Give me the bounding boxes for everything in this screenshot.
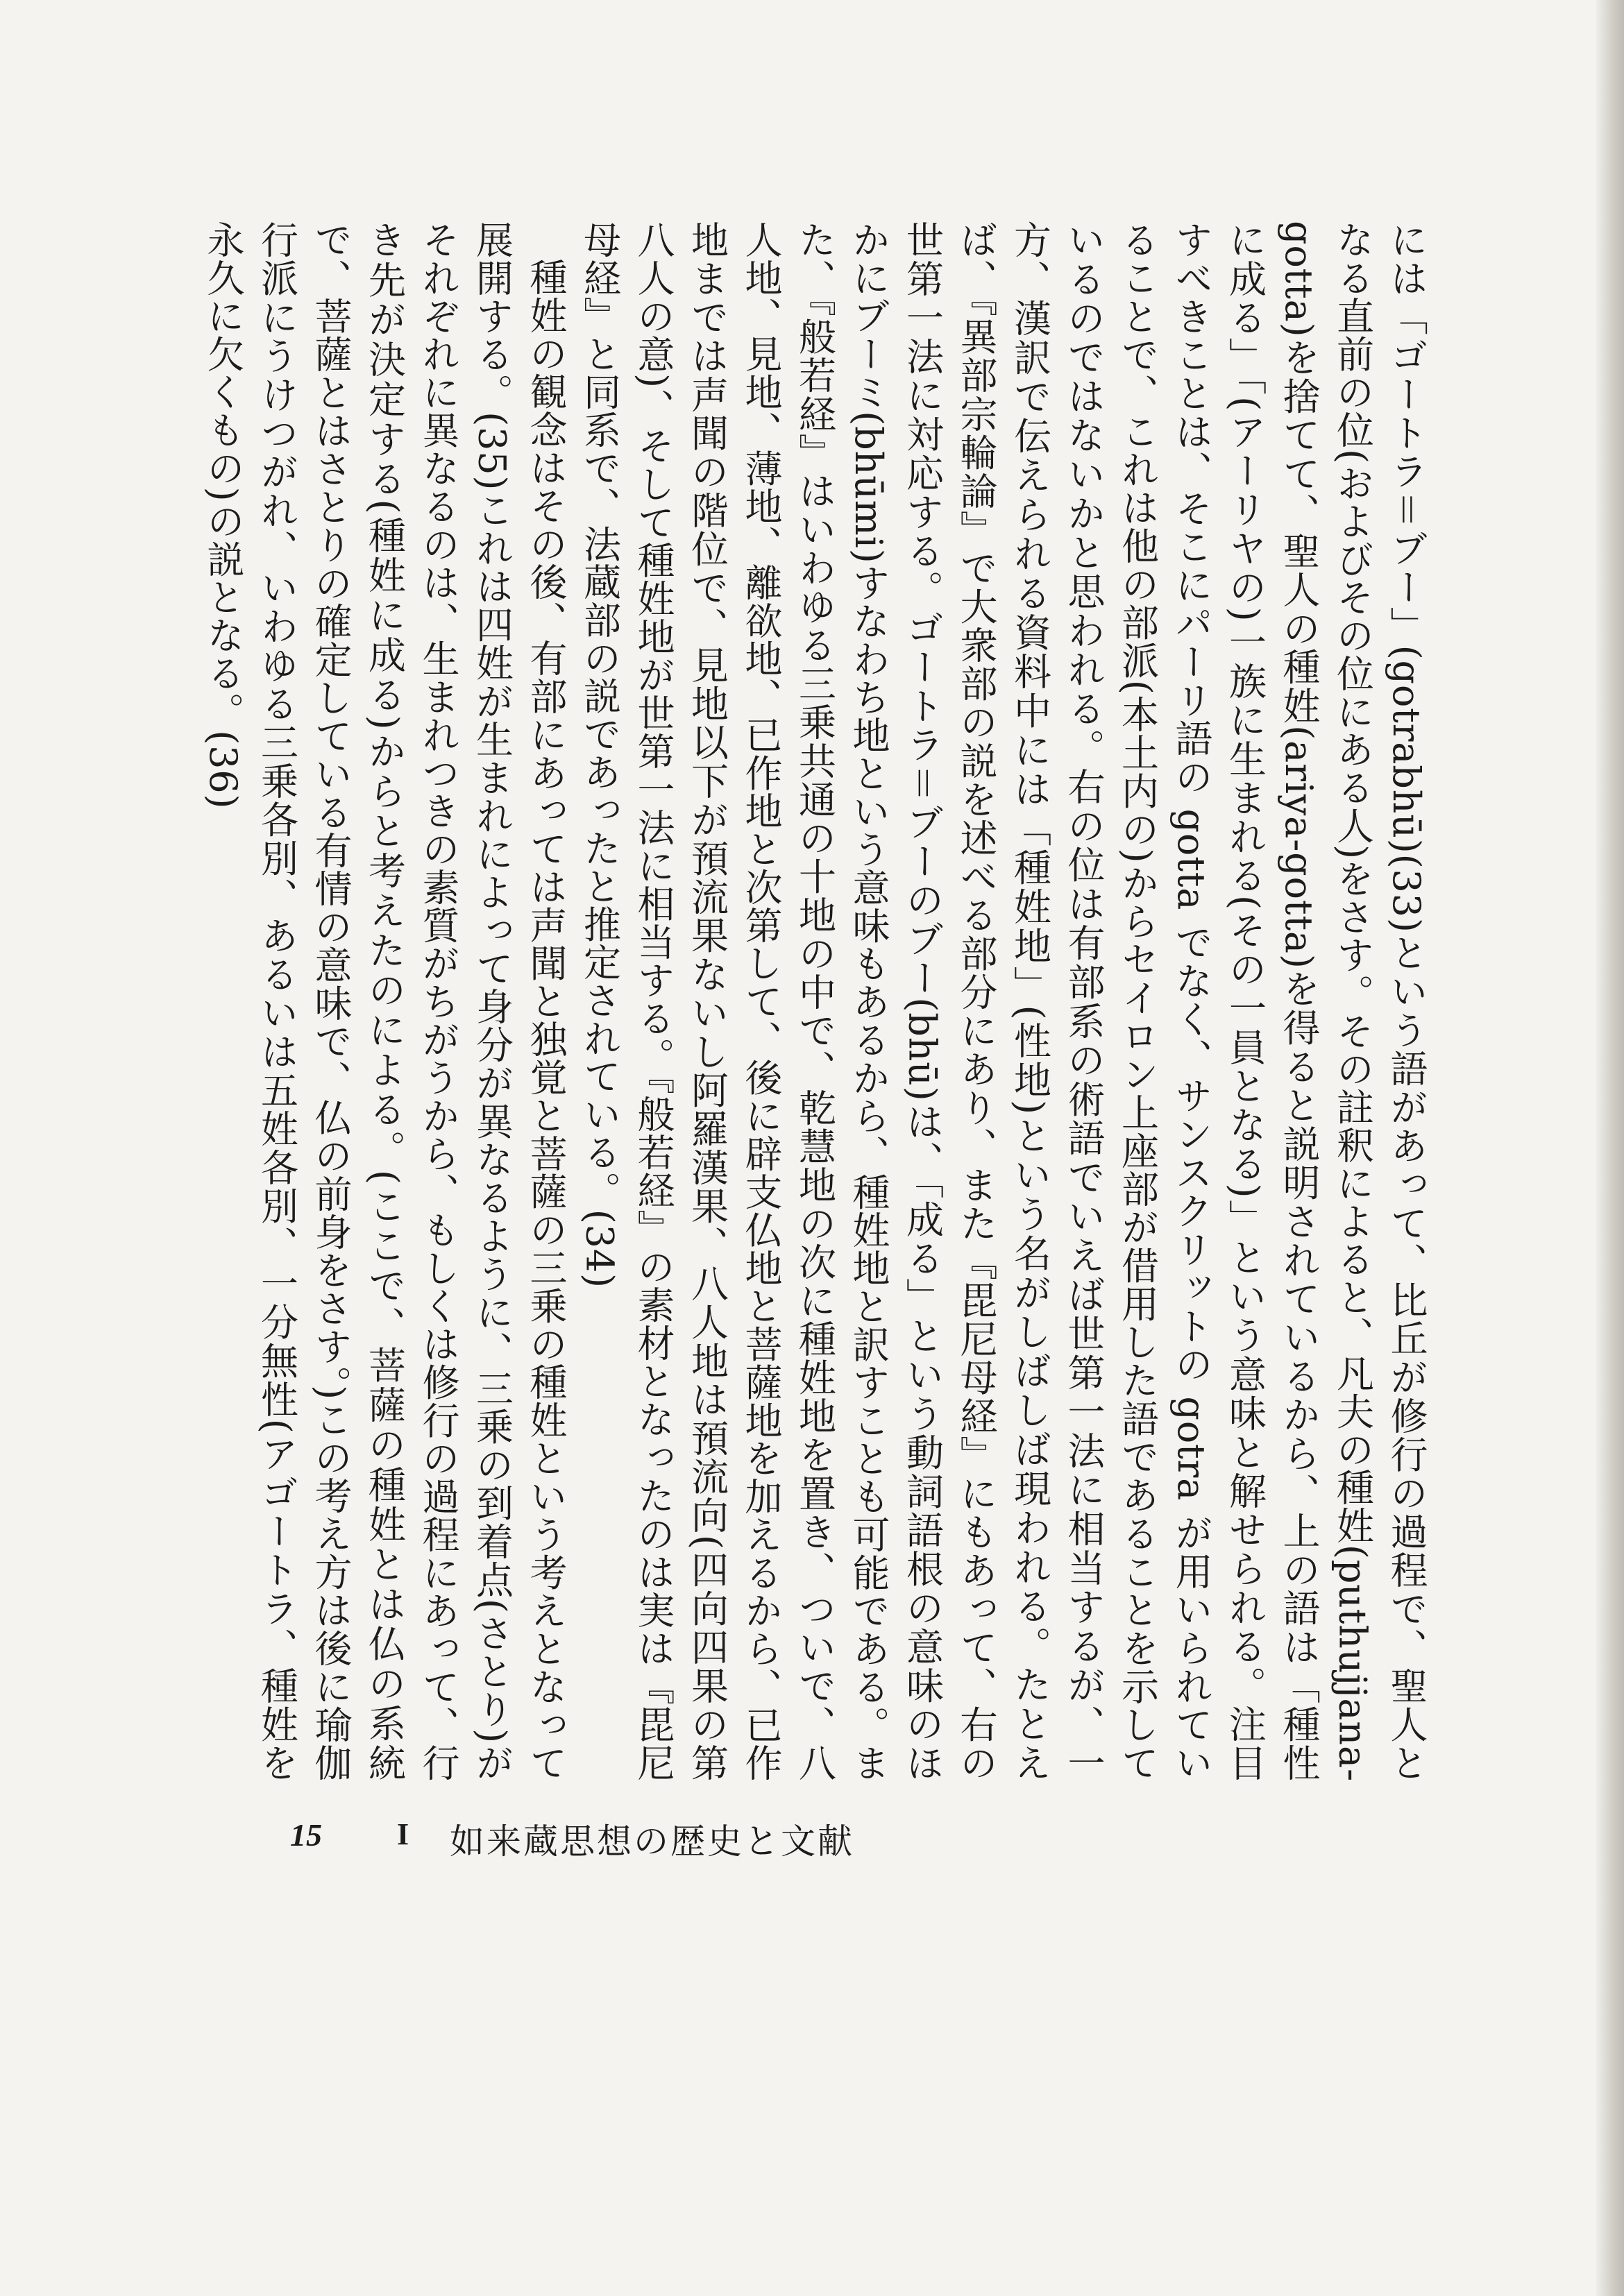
vertical-text-block	[201, 221, 1433, 1782]
paragraph-2: 種姓の観念はその後、有部にあっては声聞と独覚と菩薩の三乗の種姓という考えとなって展開する。(35)これは四姓が生まれによって身分が異なるように、三乗の到着点(さとり)がそれぞれに異なるのは、生まれつきの素質がちがうから、もしくは修行の過程にあって、行き先が決定する(種姓に成る)からと考えたのによる。(ここで、菩薩の種姓とは仏の系統で、菩薩とはさとりの確定している有情の意味で、仏の前身をさす。)この考え方は後に瑜伽行派にうけつがれ、いわゆる三乗各別、あるいは五姓各別、一分無性(アゴートラ、種姓を永久に欠くもの)の説となる。(36)	[201, 221, 568, 1782]
scan-edge	[1596, 0, 1624, 2296]
chapter-number: I	[397, 1817, 409, 1851]
page-number: 15	[290, 1817, 322, 1853]
paragraph-1: には「ゴートラ＝ブー」(gotrabhū)(33)という語があって、比丘が修行の過程で、聖人となる直前の位(およびその位にある人)をさす。その註釈によると、凡夫の種姓(puthujjana-gotta)を捨てて、聖人の種姓(ariya-gotta)を得ると説明されているから、上の語は「種性に成る」「(アーリヤの)一族に生まれる(その一員となる)」という意味と解せられる。注目すべきことは、そこにパーリ語の gotta でなく、サンスクリットの gotra が用いられていることで、これは他の部派(本土内の)からセイロン上座部が借用した語であることを示しているのではないかと思われる。右の位は有部系の術語でいえば世第一法に相当するが、一方、漢訳で伝えられる資料中には「種姓地」(性地)という名がしばしば現われる。たとえば、『異部宗輪論』で大衆部の説を述べる部分にあり、また『毘尼母経』にもあって、右の世第一法に対応する。ゴートラ＝ブーのブー(bhū)は、「成る」という動詞語根の意味のほかにブーミ(bhūmi)すなわち地という意味もあるから、種姓地と訳すことも可能である。また、『般若経』はいわゆる三乗共通の十地の中で、乾慧地の次に種姓地を置き、ついで、八人地、見地、薄地、離欲地、已作地と次第して、後に辟支仏地と菩薩地を加えるから、已作地までは声聞の階位で、見地以下が預流果ないし阿羅漢果、八人地は預流向(四向四果の第八人の意)、そして種姓地が世第一法に相当する。『般若経』の素材となったのは実は『毘尼母経』と同系で、法蔵部の説であったと推定されている。(34)	[577, 221, 1428, 1782]
chapter-title: 如来蔵思想の歴史と文献	[450, 1821, 854, 1862]
